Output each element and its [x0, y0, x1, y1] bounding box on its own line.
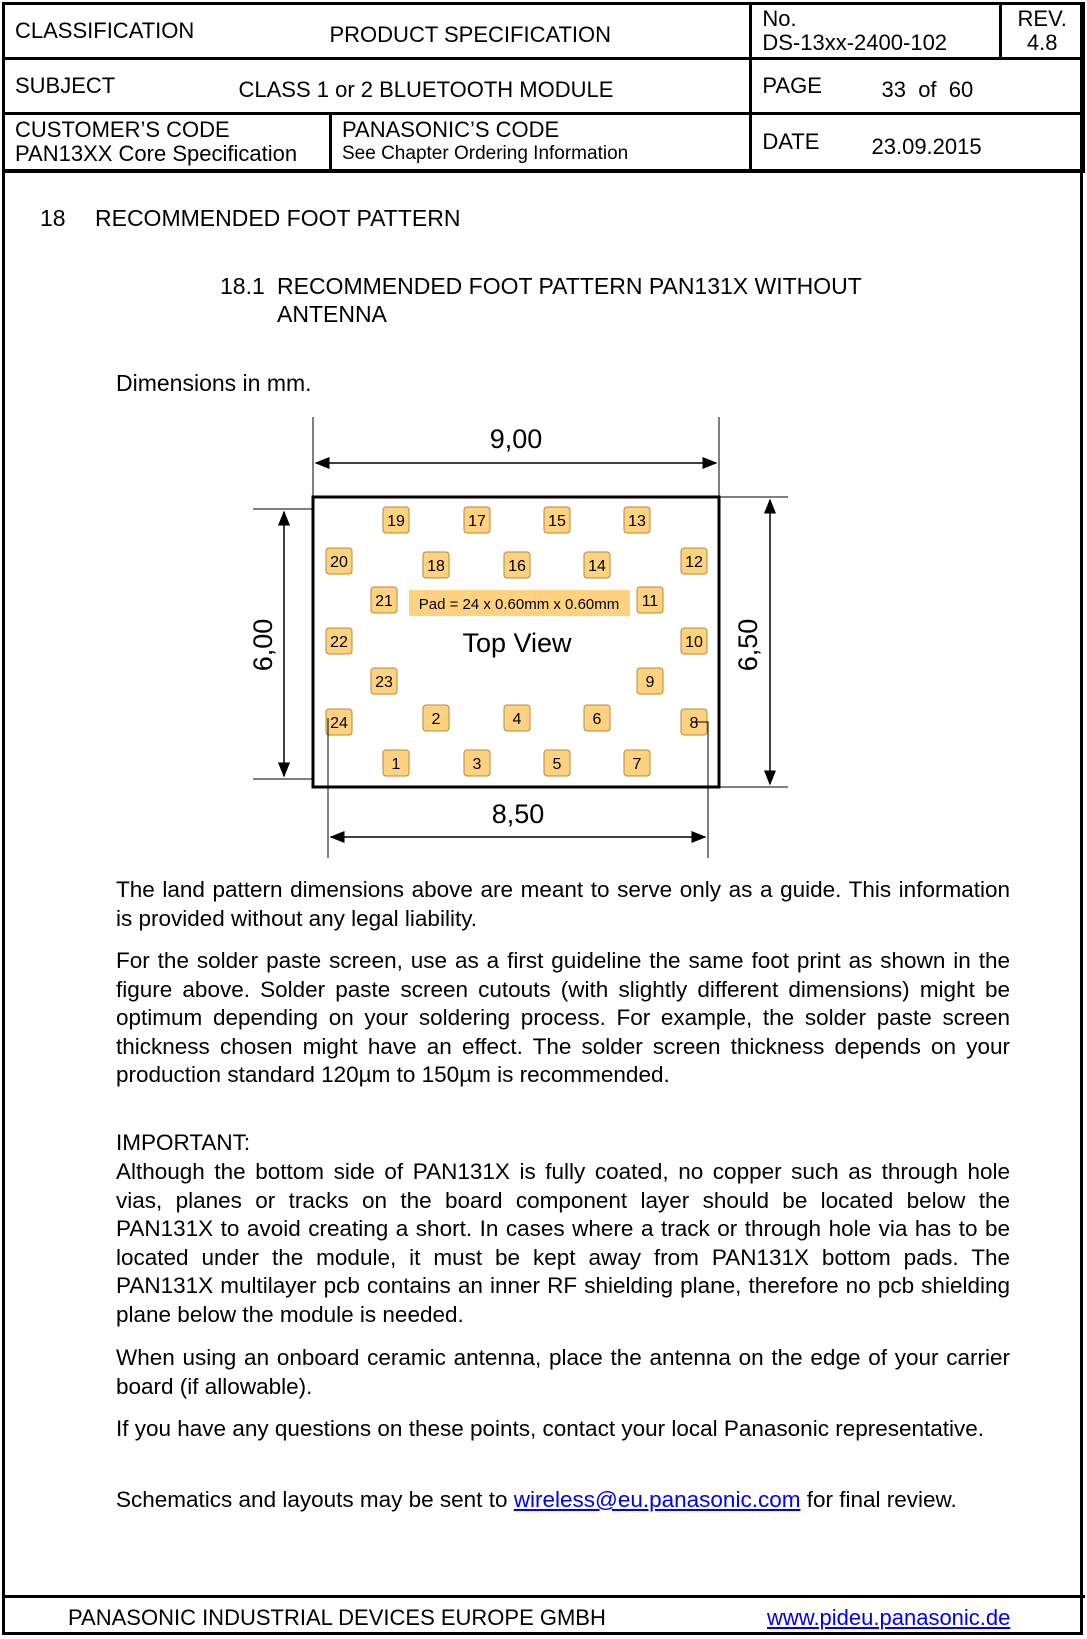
schematics-text-end: for final review. — [806, 1487, 957, 1512]
panasonic-code: See Chapter Ordering Information — [342, 143, 629, 164]
paragraph-contact: If you have any questions on these points, contact your local Panasonic representative. — [116, 1416, 985, 1441]
paragraph-schematics — [116, 1486, 1010, 1515]
pad-label-13: 13 — [628, 513, 646, 530]
pad-label-6: 6 — [592, 711, 602, 728]
subsection-number: 18.1 — [220, 273, 265, 299]
revision: 4.8 — [1026, 30, 1058, 55]
pad-label-18: 18 — [427, 558, 445, 575]
pad-label-12: 12 — [685, 554, 703, 571]
section-number: 18 — [40, 205, 66, 231]
pad-label-2: 2 — [431, 711, 441, 728]
page-label: PAGE — [762, 73, 822, 98]
dimension-left: 6,00 — [248, 618, 278, 672]
pad-label-10: 10 — [685, 634, 703, 651]
dimension-top: 9,00 — [489, 424, 543, 454]
pad-label-24: 24 — [330, 715, 348, 732]
doc-type: PRODUCT SPECIFICATION — [329, 21, 612, 47]
doc-number-label: No. — [762, 6, 797, 31]
dimension-bottom: 8,50 — [491, 799, 545, 829]
pad-label-23: 23 — [375, 674, 393, 691]
subject: CLASS 1 or 2 BLUETOOTH MODULE — [238, 76, 614, 102]
panasonic-code-label: PANASONIC’S CODE — [342, 117, 560, 142]
pad-label-5: 5 — [552, 756, 562, 773]
pad-label-3: 3 — [472, 756, 482, 773]
doc-number: DS-13xx-2400-102 — [762, 30, 948, 55]
paragraph-important: Although the bottom side of PAN131X is fully coated, no copper such as through hole vias, planes or tracks on the board component layer should be located below the PAN131X to avoid creating a short. In cases where a track or through hole via has to be located under the module, it must be kept away from PAN131X bottom pads. The PAN131X multilayer pcb contains an inner RF shielding plane, therefore no pcb shielding plane below the module is needed. — [116, 1159, 1010, 1327]
subsection-title-line1: RECOMMENDED FOOT PATTERN PAN131X WITHOUT — [277, 273, 862, 299]
paragraph-antenna: When using an onboard ceramic antenna, place the antenna on the edge of your carrier board (if allowable). — [116, 1345, 1010, 1399]
pad-label-11: 11 — [641, 593, 659, 610]
pad-label-1: 1 — [391, 756, 401, 773]
email-link[interactable]: wireless@eu.panasonic.com — [513, 1487, 801, 1512]
dimension-right: 6,50 — [733, 618, 763, 672]
subsection-title-line2: ANTENNA — [277, 301, 387, 327]
paragraph-solder-paste: For the solder paste screen, use as a first guideline the same foot print as shown in the figure above. Solder paste screen cutouts (with slightly different dimensions) might be optimum depending on your soldering process. For example, the solder paste screen thickness chosen might have an effect. The solder screen thickness depends on your production standard 120µm to 150µm is recommended. — [116, 948, 1010, 1087]
important-label: IMPORTANT: — [116, 1130, 251, 1155]
pad-label-21: 21 — [375, 593, 393, 610]
customer-code: PAN13XX Core Specification — [15, 141, 298, 166]
date-label: DATE — [762, 129, 820, 154]
pad-label-19: 19 — [387, 513, 405, 530]
paragraph-guide: The land pattern dimensions above are meant to serve only as a guide. This information is provided without any legal liability. — [116, 877, 1010, 931]
pad-label-17: 17 — [468, 513, 486, 530]
pad-label-14: 14 — [588, 558, 606, 575]
customer-code-label: CUSTOMER’S CODE — [15, 117, 230, 142]
pad-label-16: 16 — [508, 558, 526, 575]
pad-label-22: 22 — [330, 634, 348, 651]
pad-label-15: 15 — [548, 513, 566, 530]
footer-website-link[interactable]: www.pideu.panasonic.de — [767, 1605, 1011, 1630]
units-note: Dimensions in mm. — [116, 370, 312, 396]
document-footer — [2, 1595, 1085, 1635]
section-title: RECOMMENDED FOOT PATTERN — [95, 205, 461, 231]
revision-label: REV. — [1017, 6, 1067, 31]
pad-label-20: 20 — [330, 554, 348, 571]
footer-company: PANASONIC INDUSTRIAL DEVICES EUROPE GMBH — [68, 1605, 606, 1630]
pad-note: Pad = 24 x 0.60mm x 0.60mm — [418, 596, 620, 613]
pad-label-8: 8 — [689, 715, 699, 732]
schematics-text: Schematics and layouts may be sent to — [116, 1487, 508, 1512]
date: 23.09.2015 — [871, 133, 982, 159]
pad-label-4: 4 — [512, 711, 522, 728]
subject-label: SUBJECT — [15, 73, 116, 98]
pad-label-7: 7 — [632, 756, 642, 773]
top-view-label: Top View — [462, 628, 572, 658]
page-number: 33 of 60 — [881, 76, 974, 102]
pad-label-9: 9 — [645, 674, 655, 691]
classification-label: CLASSIFICATION — [15, 18, 195, 43]
